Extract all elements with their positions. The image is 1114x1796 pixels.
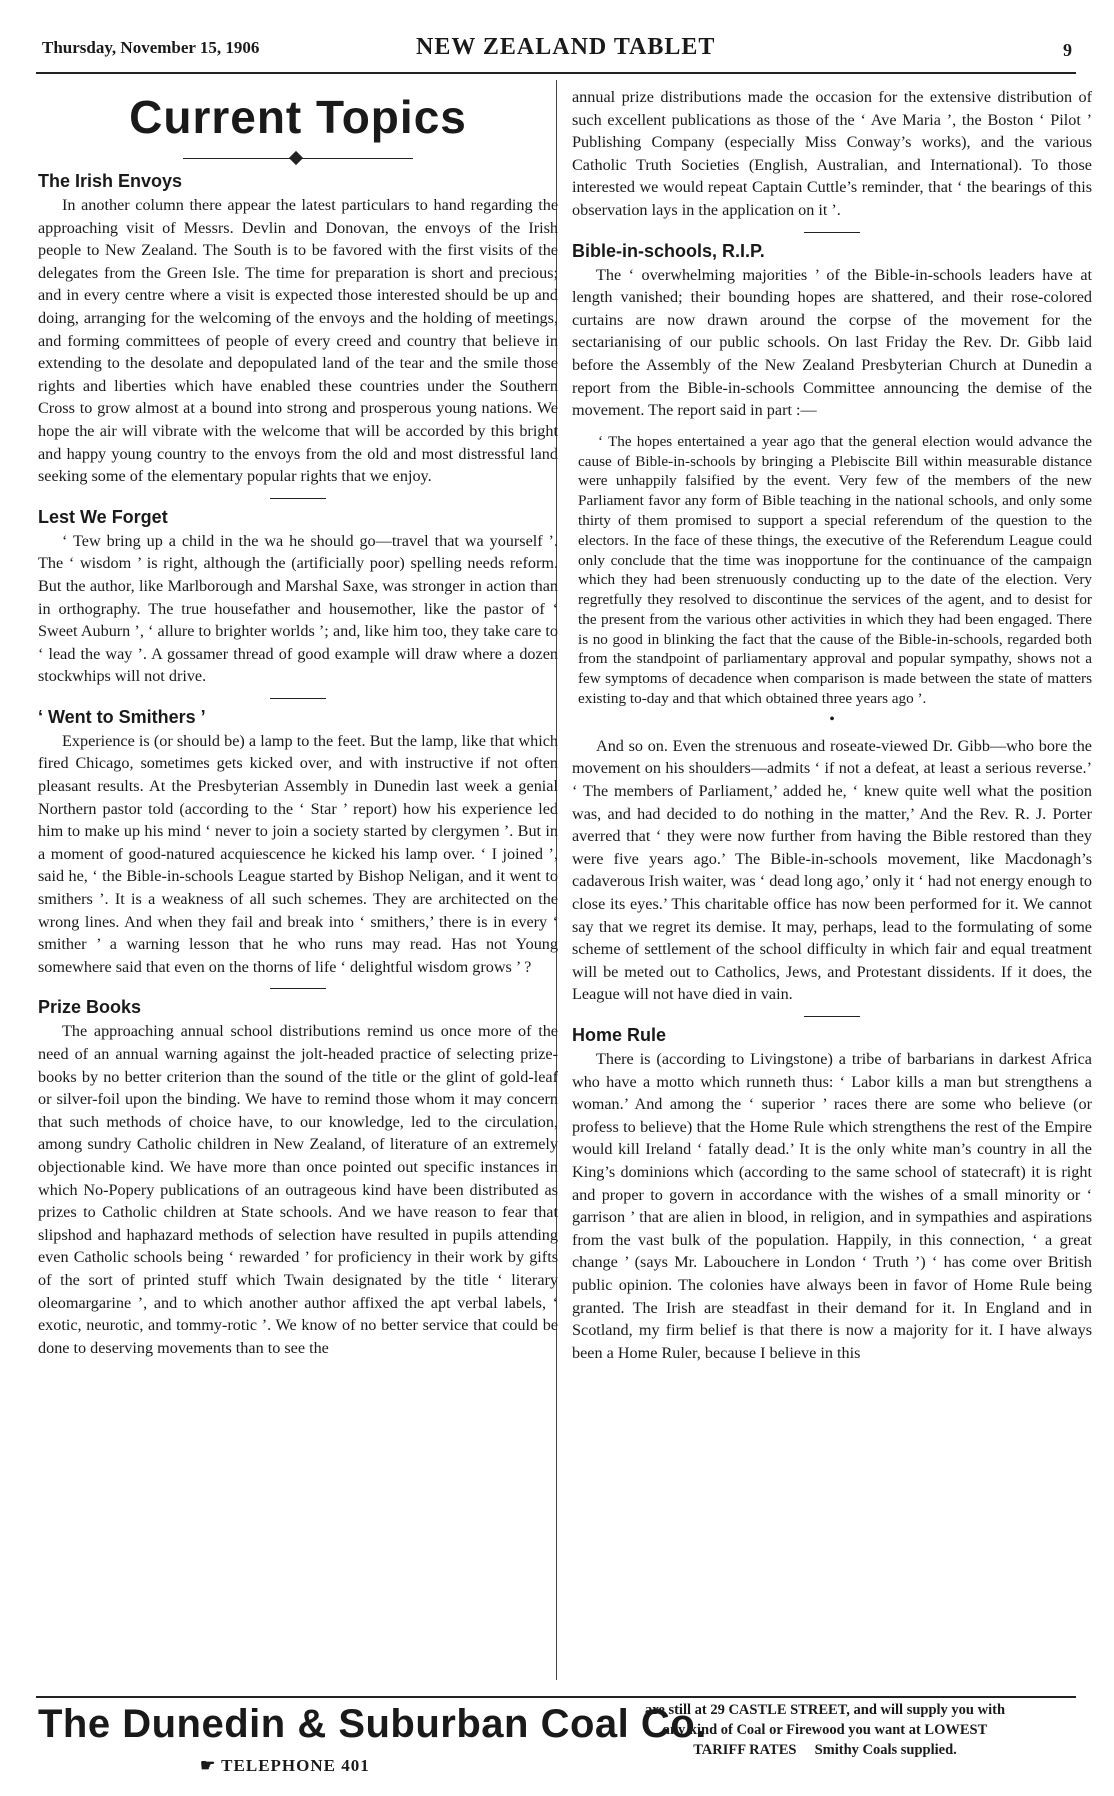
- section-separator: [270, 498, 326, 499]
- section-heading-bible-in-schools: Bible-in-schools, R.I.P.: [572, 240, 765, 261]
- section-heading-prize-books: Prize Books: [38, 997, 142, 1018]
- diamond-ornament-icon: [289, 151, 303, 165]
- section-heading-irish-envoys: The Irish Envoys: [38, 171, 183, 191]
- section-heading-lest-we-forget: Lest We Forget: [38, 506, 168, 527]
- issue-date: Thursday, November 15, 1906: [42, 38, 260, 57]
- section-heading-went-to-smithers: ‘ Went to Smithers ’: [38, 706, 206, 727]
- section-separator: [270, 988, 326, 989]
- main-title: Current Topics: [129, 91, 467, 143]
- advertiser-telephone: ☛ TELEPHONE 401: [200, 1756, 370, 1775]
- newspaper-title: NEW ZEALAND TABLET: [416, 34, 716, 60]
- section-body-prize-books: The approaching annual school distributions remind us once more of the need of an annual warning against the jolt-headed practice of selecting prize-books by no better criterion than the sound of the title or the glint of gold-leaf or silver-foil upon the binding. We have to remind those whom it may concern that such methods of choice have, to our knowledge, led to the circulation, among sundry Catholic children in New Zealand, of literature of an extremely objectionable kind. We have more than once pointed out specific instances in which No-Popery publications of an outrageous kind have been distributed as prizes to Catholic children at State schools. And we have reason to fear that slipshod and haphazard methods of selection have resulted in pupils attending even Catholic schools being ‘ rewarded ’ for proficiency in their work by gifts of the sort of printed stuff which Twain designated by the title ‘ literary oleomargarine ’, and to which another author affixed the apt verbal labels, ‘ exotic, neurotic, and tommy-rotic ’. We know of no better service that could be done to deserving movements than to see the: [38, 1022, 558, 1357]
- section-separator: [270, 698, 326, 699]
- quoted-report: ‘ The hopes entertained a year ago that the general election would advance the cause of Bible-in-schools by bringing a Plebiscite Bill within measurable distance were unhappily falsified by the event. Very few of the members of the new Parliament favor any form of Bible teaching in the national schools, and only some thirty of them promised to support a special referendum of the question to the electors. In the face of these things, the executive of the Referendum League could only conclude that the time was inopportune for the continuance of the campaign which they had been strenuously conducting up to the date of the election. Very regretfully they resolved to discontinue the services of the agent, and to desist for the present from the various other activities in which they had been engaged. There is no good in blinking the fact that the cause of the Bible-in-schools, regarded both from the standpoint of parliamentary approval and popular sympathy, shows not a few symptoms of decadence when comparison is made between the state of matters existing to-day and that which obtained three years ago ’.: [578, 432, 1092, 708]
- left-column: [38, 86, 558, 1359]
- section-separator: [804, 232, 860, 233]
- advertisement-text: [580, 1700, 1070, 1760]
- advertiser-name: The Dunedin & Suburban Coal Co.: [38, 1702, 707, 1746]
- ad-line-3: TARIFF RATES Smithy Coals supplied.: [693, 1742, 957, 1758]
- spacer: [572, 422, 1092, 432]
- section-intro-bible-in-schools: The ‘ overwhelming majorities ’ of the Bible-in-schools leaders have at length vanished; their bounding hopes are shattered, and their rose-colored curtains are now drawn around the corpse of the movement for the sectarianising of our public schools. On last Friday the Rev. Dr. Gibb laid before the Assembly of the New Zealand Presbyterian Church at Dunedin a report from the Bible-in-schools Committee announcing the demise of the movement. The report said in part :—: [572, 265, 1092, 420]
- section-body-lest-we-forget: ‘ Tew bring up a child in the wa he should go—travel that wa yourself ’. The ‘ wisdom ’ is right, although the (artificially poor) spelling needs reform. But the author, like Marlborough and Marshal Saxe, was stronger in action than in orthography. The true housefather and housemother, like the pastor of ‘ Sweet Auburn ’, ‘ allure to brighter worlds ’; and, like him too, they take care to ‘ lead the way ’. A gossamer thread of good example will draw where a dozen stockwhips will not drive.: [38, 531, 558, 686]
- bullet-ornament: •: [829, 710, 835, 728]
- section-body-home-rule: There is (according to Livingstone) a tribe of barbarians in darkest Africa who have a motto which runneth thus: ‘ Labor kills a man but strengthens a woman.’ And among the ‘ superior ’ races there are some who believe (or profess to believe) that the Home Rule which strengthens the rest of the Empire would kill Ireland ‘ fatally dead.’ It is the only white man’s country in all the King’s dominions which (according to the same school of statecraft) it is right and proper to govern in accordance with the wishes of a small minority or ‘ garrison ’ that are alien in blood, in religion, and in sympathies and aspirations from the vast bulk of the population. Happily, in this connection, ‘ a great change ’ (says Mr. Labouchere in London ‘ Truth ’) ‘ has come over British public opinion. The colonies have always been in favor of Home Rule being granted. The Irish are steadfast in their demand for it. In England and in Scotland, my firm belief is that there is now a majority for it. I have always been a Home Ruler, because I believe in this: [572, 1050, 1092, 1362]
- page-number: 9: [1063, 40, 1072, 60]
- header-rule: [36, 72, 1076, 74]
- title-ornament-rule: [183, 158, 413, 159]
- section-body-irish-envoys: In another column there appear the latest particulars to hand regarding the approaching visit of Messrs. Devlin and Donovan, the envoys of the Irish people to New Zealand. The South is to be favored with the first visits of the delegates from the Green Isle. The time for preparation is short and precious; and in every centre where a visit is expected those interested should be up and doing, arranging for the welcoming of the envoys and the holding of meetings, and forming committees of people of every creed and country that believe in extending to the desolate and depopulated land of the tear and the smile those rights and liberties which have enabled these countries under the Southern Cross to grow almost at a bound into strong and prosperous young nations. We hope the air will vibrate with the welcome that will be accorded by this bright and happy young country to the envoys from the old and most distressful land seeking some of the elementary popular rights that we enjoy.: [38, 196, 558, 486]
- section-separator: [804, 1016, 860, 1017]
- section-body-prize-books-continued: annual prize distributions made the occasion for the extensive distribution of such excellent publications as those of the ‘ Ave Maria ’, the Boston ‘ Pilot ’ Publishing Company (especially Miss Conway’s works), and the various Catholic Truth Societies (English, Australian, and International). To those interested we would repeat Captain Cuttle’s reminder, that ‘ the bearings of this observation lays in the application on it ’.: [572, 88, 1092, 219]
- section-body-went-to-smithers: Experience is (or should be) a lamp to the feet. But the lamp, like that which fired Chicago, sometimes gets kicked over, and with instructive if not often pleasant results. At the Presbyterian Assembly in Dunedin last week a genial Northern pastor told (according to the ‘ Star ’ report) how his experience led him to make up his mind ‘ never to join a society started by clergymen ’. But in a moment of good-natured acquiescence he kicked his lamp over. ‘ I joined ’, said he, ‘ the Bible-in-schools League started by Bishop Neligan, and it went to smithers ’. It is a weakness of all such schemes. They are architected on the wrong lines. And when they fail and break into ‘ smithers,’ there is in every ‘ smither ’ a warning lesson that he who runs may read. Has not Young somewhere said that even on the thorns of life ‘ delightful wisdom grows ’ ?: [38, 731, 558, 976]
- ad-line-1: are still at 29 CASTLE STREET, and will supply you with: [644, 1702, 1006, 1718]
- ad-line-2: any kind of Coal or Firewood you want at LOWEST: [662, 1722, 988, 1738]
- section-body-bible-in-schools: And so on. Even the strenuous and roseate-viewed Dr. Gibb—who bore the movement on his shoulders—admits ‘ if not a defeat, at least a serious reverse.’ ‘ The members of Parliament,’ added he, ‘ knew quite well what the position was, and had decided to do nothing in the matter,’ And the Rev. R. J. Porter averred that ‘ they were now further from having the Bible restored than they were five years ago.’ The Bible-in-schools movement, like Macdonagh’s cadaverous Irish waiter, was ‘ dead long ago,’ only it ‘ had not energy enough to close its eyes.’ This charitable office has now been performed for it. We cannot say that we regret its demise. It may, perhaps, lead to the formulating of some scheme of settlement of the school difficulty in which fair and equal treatment will be meted out to Catholics, Jews, and Protestant dissidents. If it does, the League will not have died in vain.: [572, 736, 1092, 1004]
- section-heading-home-rule: Home Rule: [572, 1025, 667, 1045]
- right-column: [572, 86, 1092, 1364]
- page-header: [36, 30, 1076, 70]
- footer-rule: [36, 1696, 1076, 1698]
